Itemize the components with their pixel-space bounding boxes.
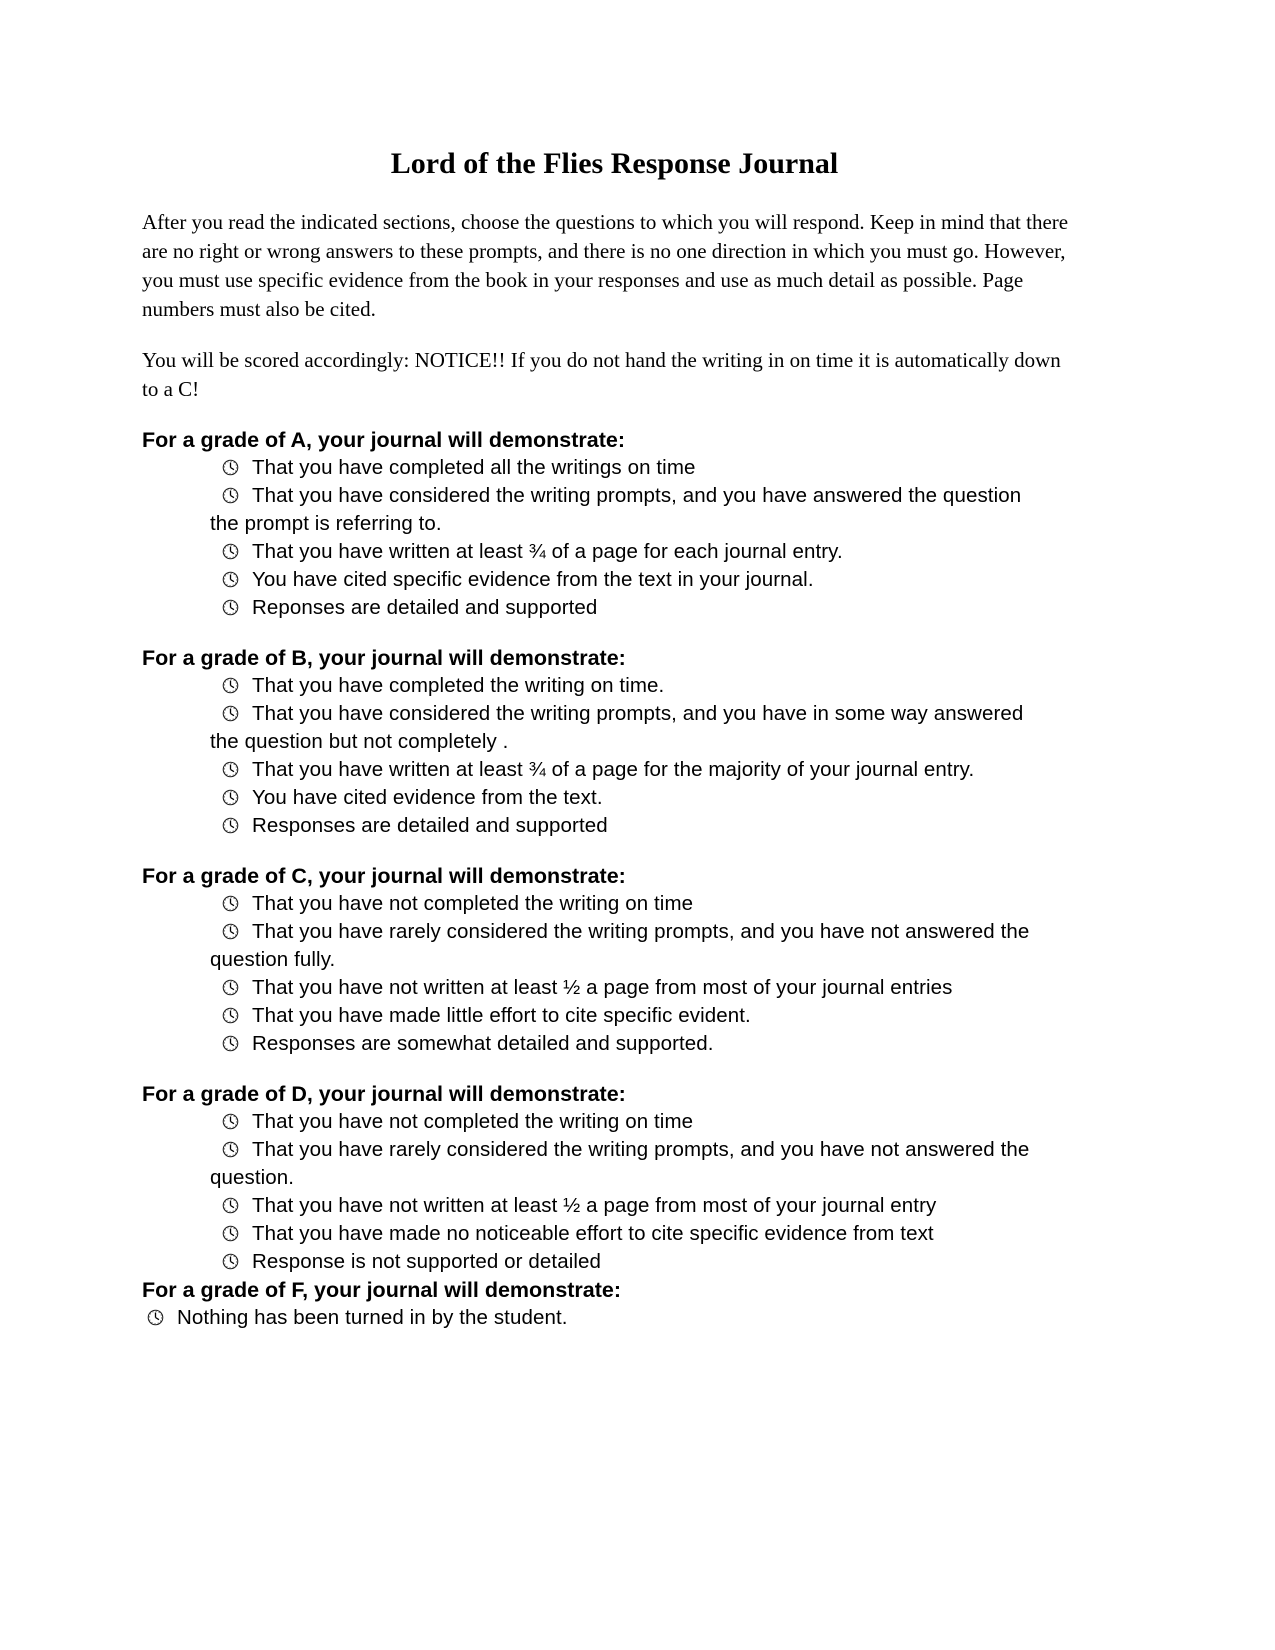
bullet-text: That you have not completed the writing on time: [252, 1110, 694, 1133]
bullet-text: Responses are somewhat detailed and supported.: [252, 1032, 714, 1055]
section-heading: For a grade of A, your journal will demonstrate:: [142, 428, 626, 452]
grade-section: [142, 644, 1275, 840]
bullet-text: That you have written at least ¾ of a page for each journal entry.: [252, 540, 843, 563]
bullet-text: Response is not supported or detailed: [252, 1250, 602, 1273]
clock-icon: [222, 817, 239, 834]
bullet-item: [210, 482, 1055, 538]
clock-icon: [222, 1253, 239, 1270]
section-bullet-list: [142, 672, 1275, 840]
clock-icon: [222, 599, 239, 616]
bullet-item: [210, 566, 1055, 594]
grade-section: [142, 862, 1275, 1058]
bullet-item: [210, 890, 1055, 918]
bullet-item: [210, 538, 1055, 566]
bullet-item: [210, 1248, 1055, 1276]
clock-icon: [222, 979, 239, 996]
clock-icon: [222, 459, 239, 476]
page-title: Lord of the Flies Response Journal: [390, 147, 839, 180]
section-bullet-list: [142, 1304, 1275, 1332]
clock-icon: [222, 1113, 239, 1130]
intro-paragraph: After you read the indicated sections, choose the questions to which you will respond. Keep in mind that there are no right or wrong answers to these prompts, and there is no one direction in which you must go. However, you must use specific evidence from the book in your responses and use as much detail as possible. Page numbers must also be cited.: [142, 210, 1069, 321]
clock-icon: [147, 1309, 164, 1326]
clock-icon: [222, 1007, 239, 1024]
bullet-item: [210, 1002, 1055, 1030]
grade-section: [142, 426, 1275, 622]
bullet-text: That you have considered the writing prompts, and you have in some way answered the question but not completely .: [210, 702, 1024, 753]
bullet-item: [210, 784, 1055, 812]
bullet-text: Nothing has been turned in by the student.: [177, 1306, 568, 1329]
bullet-item: [210, 918, 1055, 974]
bullet-text: That you have not completed the writing on time: [252, 892, 694, 915]
clock-icon: [222, 1035, 239, 1052]
grade-section: [142, 1276, 1275, 1332]
bullet-item: [210, 1030, 1055, 1058]
bullet-text: You have cited evidence from the text.: [252, 786, 603, 809]
clock-icon: [222, 895, 239, 912]
clock-icon: [222, 705, 239, 722]
clock-icon: [222, 789, 239, 806]
bullet-text: Reponses are detailed and supported: [252, 596, 598, 619]
bullet-item: [210, 812, 1055, 840]
section-heading: For a grade of D, your journal will demonstrate:: [142, 1082, 626, 1106]
bullet-text: Responses are detailed and supported: [252, 814, 608, 837]
bullet-text: That you have rarely considered the writing prompts, and you have not answered the question.: [210, 1138, 1030, 1189]
clock-icon: [222, 543, 239, 560]
section-heading: For a grade of B, your journal will demonstrate:: [142, 646, 626, 670]
clock-icon: [222, 923, 239, 940]
bullet-item: [210, 1192, 1055, 1220]
bullet-item: [210, 974, 1055, 1002]
section-heading: For a grade of F, your journal will demonstrate:: [142, 1278, 622, 1302]
clock-icon: [222, 761, 239, 778]
clock-icon: [222, 571, 239, 588]
section-bullet-list: [142, 454, 1275, 622]
clock-icon: [222, 1197, 239, 1214]
clock-icon: [222, 487, 239, 504]
bullet-text: That you have written at least ¾ of a page for the majority of your journal entry.: [252, 758, 975, 781]
section-bullet-list: [142, 1108, 1275, 1276]
bullet-text: That you have completed the writing on time.: [252, 674, 665, 697]
rubric-sections: [142, 426, 1275, 1332]
section-bullet-list: [142, 890, 1275, 1058]
clock-icon: [222, 1225, 239, 1242]
section-heading: For a grade of C, your journal will demonstrate:: [142, 864, 626, 888]
bullet-item: [210, 594, 1055, 622]
bullet-item: [210, 700, 1055, 756]
intro-block: [142, 208, 1275, 404]
notice-paragraph: You will be scored accordingly: NOTICE!! If you do not hand the writing in on time it is automatically down to a C!: [142, 348, 1061, 401]
bullet-item: [210, 1220, 1055, 1248]
bullet-text: That you have made no noticeable effort to cite specific evidence from text: [252, 1222, 934, 1245]
bullet-item: [210, 756, 1055, 784]
bullet-text: You have cited specific evidence from the text in your journal.: [252, 568, 814, 591]
bullet-item: [210, 1136, 1055, 1192]
bullet-text: That you have rarely considered the writing prompts, and you have not answered the question fully.: [210, 920, 1030, 971]
bullet-item: [142, 1304, 1055, 1332]
clock-icon: [222, 1141, 239, 1158]
bullet-text: That you have made little effort to cite specific evident.: [252, 1004, 751, 1027]
grade-section: [142, 1080, 1275, 1276]
bullet-text: That you have considered the writing prompts, and you have answered the question the prompt is referring to.: [210, 484, 1022, 535]
bullet-text: That you have not written at least ½ a page from most of your journal entries: [252, 976, 953, 999]
bullet-text: That you have not written at least ½ a page from most of your journal entry: [252, 1194, 937, 1217]
clock-icon: [222, 677, 239, 694]
bullet-item: [210, 454, 1055, 482]
bullet-item: [210, 672, 1055, 700]
bullet-text: That you have completed all the writings on time: [252, 456, 696, 479]
bullet-item: [210, 1108, 1055, 1136]
